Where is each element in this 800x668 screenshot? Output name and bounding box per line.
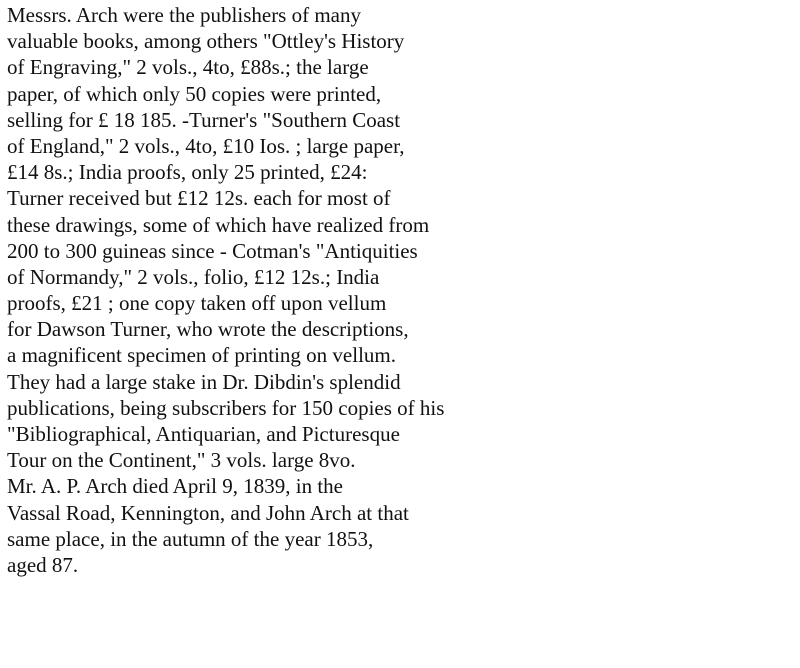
text-line: of Engraving," 2 vols., 4to, £88s.; the large <box>7 55 369 80</box>
text-line: for Dawson Turner, who wrote the descriptions, <box>7 317 409 342</box>
document-text <box>7 2 787 578</box>
text-line: aged 87. <box>7 552 79 577</box>
text-line: publications, being subscribers for 150 copies of his <box>7 395 445 420</box>
text-line: They had a large stake in Dr. Dibdin's splendid <box>7 369 401 394</box>
text-line: paper, of which only 50 copies were printed, <box>7 81 382 106</box>
text-line: same place, in the autumn of the year 1853, <box>7 526 374 551</box>
text-line: £14 8s.; India proofs, only 25 printed, £24: <box>7 160 368 185</box>
text-line: Vassal Road, Kennington, and John Arch at that <box>7 500 409 525</box>
text-line: 200 to 300 guineas since - Cotman's "Antiquities <box>7 238 418 263</box>
text-line: Turner received but £12 12s. each for most of <box>7 186 391 211</box>
text-line: selling for £ 18 185. -Turner's "Southern Coast <box>7 107 401 132</box>
text-line: "Bibliographical, Antiquarian, and Picturesque <box>7 422 400 446</box>
text-line: these drawings, some of which have realized from <box>7 212 430 237</box>
text-line: of England," 2 vols., 4to, £10 Ios. ; large paper, <box>7 133 405 158</box>
text-line: valuable books, among others "Ottley's History <box>7 29 405 54</box>
text-line: Tour on the Continent," 3 vols. large 8vo. <box>7 448 356 473</box>
text-line: proofs, £21 ; one copy taken off upon vellum <box>7 291 387 316</box>
text-line: a magnificent specimen of printing on vellum. <box>7 343 396 368</box>
text-line: Messrs. Arch were the publishers of many <box>7 3 362 27</box>
text-line: of Normandy," 2 vols., folio, £12 12s.; India <box>7 264 380 289</box>
text-line: Mr. A. P. Arch died April 9, 1839, in the <box>7 474 343 499</box>
